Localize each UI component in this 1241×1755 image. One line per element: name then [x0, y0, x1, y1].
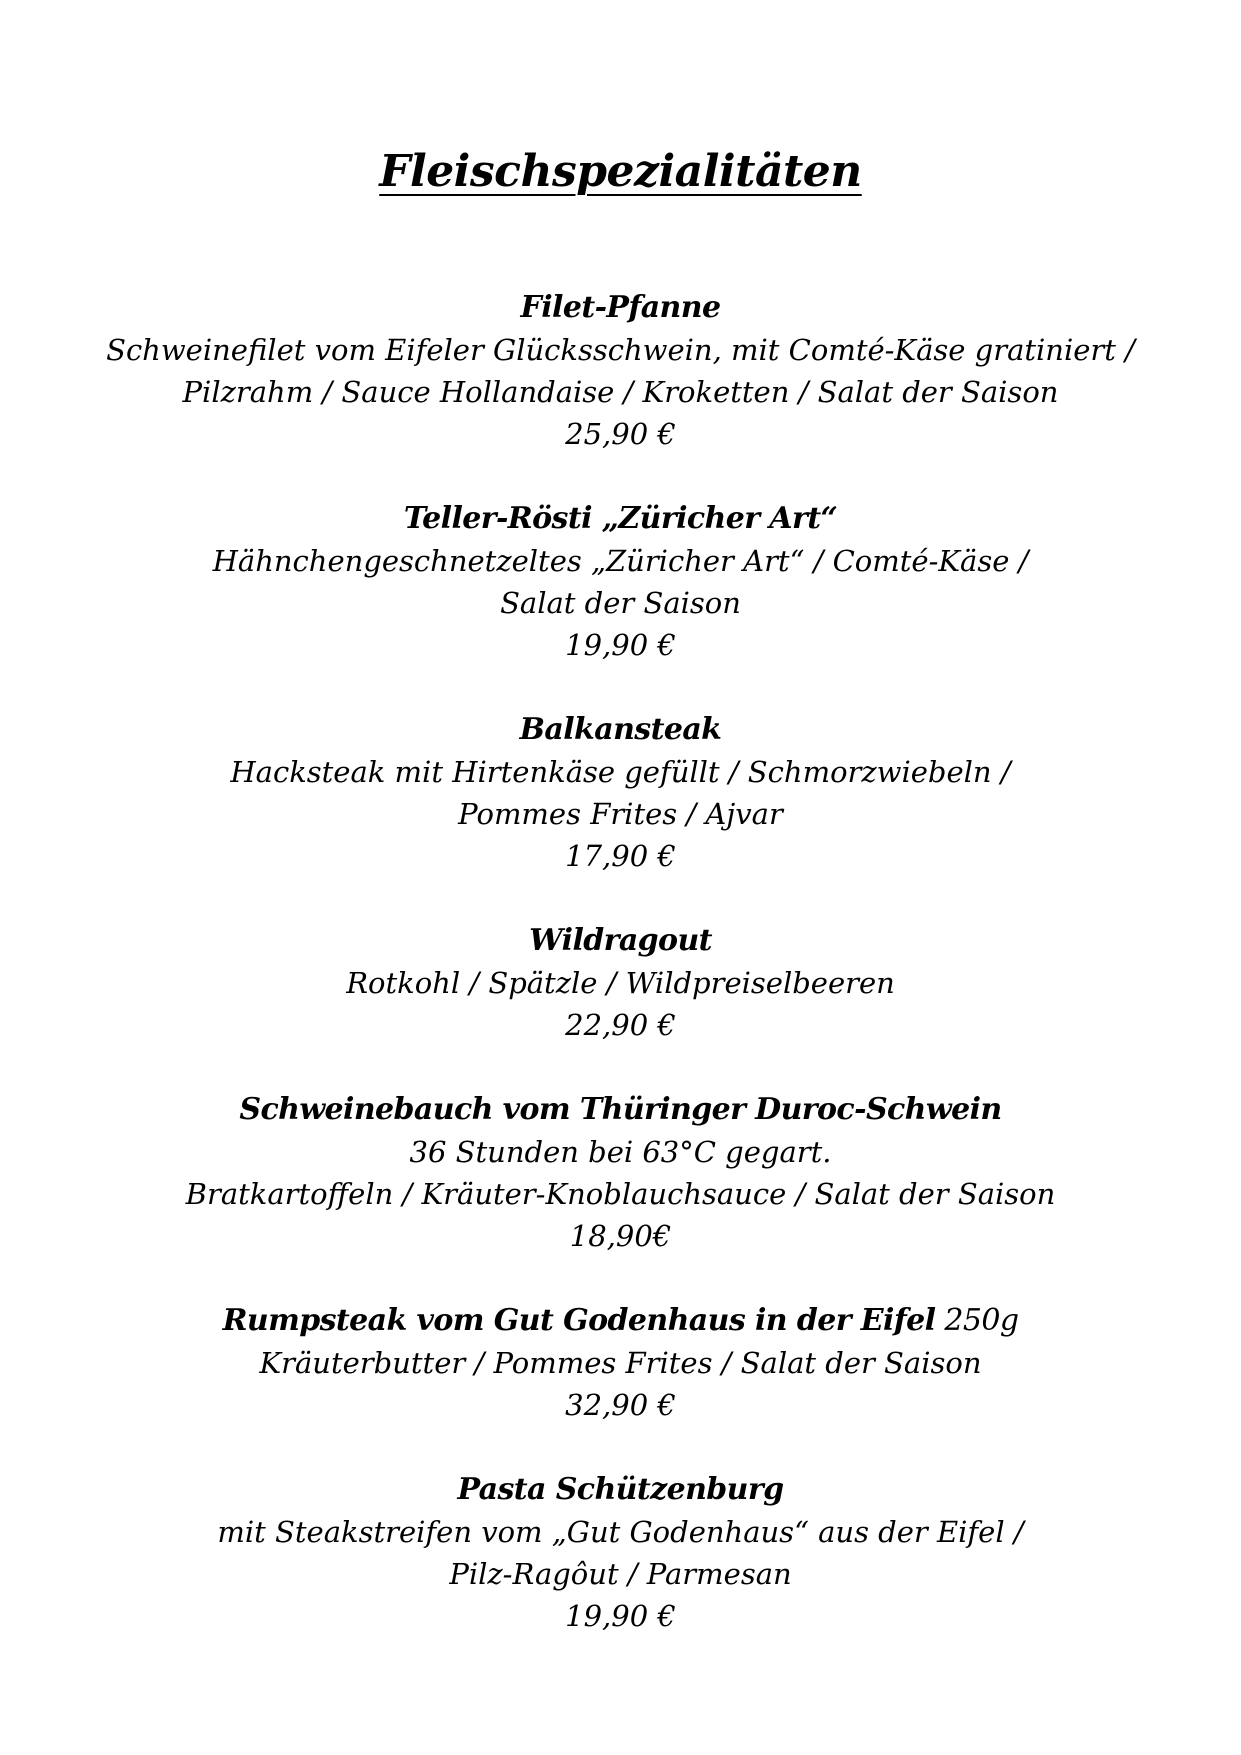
- dish-name-text: Rumpsteak vom Gut Godenhaus in der Eifel: [222, 1303, 936, 1338]
- dish-name-text: Schweinebauch vom Thüringer Duroc-Schwein: [239, 1092, 1002, 1127]
- dish-weight: 250g: [935, 1303, 1019, 1338]
- dish-description-line: Pommes Frites / Ajvar: [458, 797, 783, 831]
- menu-item: [0, 1469, 1241, 1637]
- dish-description-line: Salat der Saison: [500, 586, 741, 620]
- dish-description-line: Kräuterbutter / Pommes Frites / Salat der Saison: [259, 1346, 982, 1380]
- menu-list: [0, 287, 1241, 1680]
- dish-description-line: 36 Stunden bei 63°C gegart.: [409, 1135, 832, 1169]
- dish-price: 32,90 €: [565, 1388, 676, 1422]
- menu-item: [0, 287, 1241, 455]
- dish-price: 19,90 €: [565, 1599, 676, 1633]
- dish-name: [0, 1089, 1241, 1131]
- dish-price: 17,90 €: [565, 839, 676, 873]
- dish-name: [0, 287, 1241, 329]
- dish-description-line: Schweinefilet vom Eifeler Glücksschwein, mit Comté-Käse gratiniert /: [106, 333, 1135, 367]
- dish-name-text: Wildragout: [529, 923, 712, 958]
- dish-name: [0, 920, 1241, 962]
- dish-name: [0, 498, 1241, 540]
- page-title: [0, 146, 1241, 197]
- dish-description-line: Hacksteak mit Hirtenkäse gefüllt / Schmorzwiebeln /: [230, 755, 1011, 789]
- dish-description-line: Pilz-Ragôut / Parmesan: [449, 1557, 792, 1591]
- menu-item: [0, 920, 1241, 1046]
- dish-name: [0, 1300, 1241, 1342]
- dish-name-text: Teller-Rösti „Züricher Art“: [403, 501, 838, 536]
- dish-price: 19,90 €: [565, 628, 676, 662]
- dish-description-line: mit Steakstreifen vom „Gut Godenhaus“ aus der Eifel /: [217, 1515, 1024, 1549]
- menu-item: [0, 498, 1241, 666]
- menu-item: [0, 1089, 1241, 1257]
- dish-description-line: Rotkohl / Spätzle / Wildpreiselbeeren: [346, 966, 895, 1000]
- dish-price: 18,90€: [569, 1219, 672, 1253]
- dish-price: 22,90 €: [565, 1008, 676, 1042]
- menu-item: [0, 1300, 1241, 1426]
- dish-name-text: Pasta Schützenburg: [457, 1472, 784, 1507]
- dish-description-line: Hähnchengeschnetzeltes „Züricher Art“ / Comté-Käse /: [212, 544, 1029, 578]
- dish-name-text: Filet-Pfanne: [520, 290, 721, 325]
- dish-name: [0, 1469, 1241, 1511]
- dish-name: [0, 709, 1241, 751]
- page-title-text: Fleischspezialitäten: [379, 146, 862, 197]
- menu-item: [0, 709, 1241, 877]
- dish-name-text: Balkansteak: [519, 712, 722, 747]
- dish-price: 25,90 €: [565, 417, 676, 451]
- dish-description-line: Pilzrahm / Sauce Hollandaise / Kroketten / Salat der Saison: [182, 375, 1059, 409]
- dish-description-line: Bratkartoffeln / Kräuter-Knoblauchsauce / Salat der Saison: [185, 1177, 1056, 1211]
